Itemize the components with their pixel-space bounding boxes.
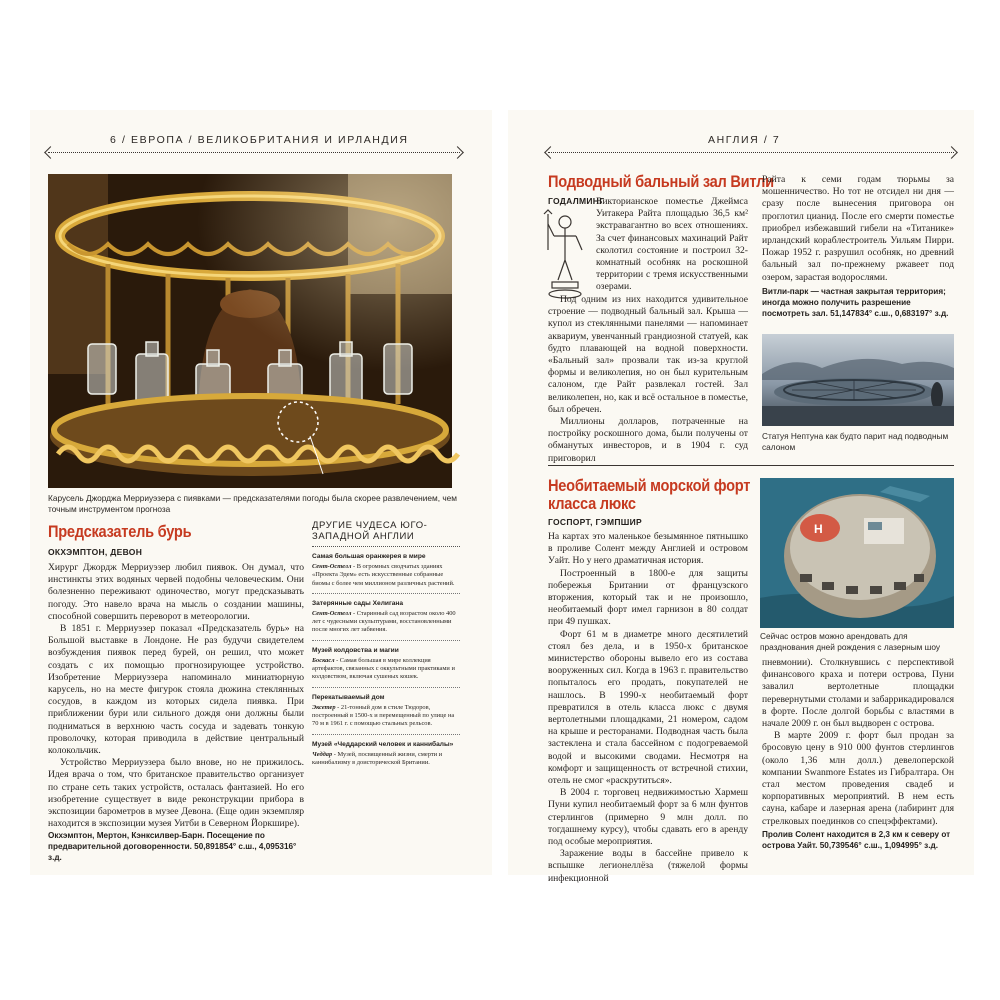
article-location-gosport: ГОСПОРТ, ГЭМПШИР bbox=[548, 517, 642, 527]
witley-body-col1 bbox=[596, 196, 748, 294]
photo-light-glare bbox=[48, 174, 452, 488]
carousel-photo-caption: Карусель Джорджа Мерриуэзера с пиявками — предсказателями погоды была скорее развлечением, чем точным инструментом прогноза bbox=[48, 493, 457, 514]
left-header-rule bbox=[48, 152, 460, 153]
fort-paragraph-2: Построенный в 1800-е для защиты побережья Британии от французского вторжения, который так и не произошло, необитаемый форт имел гарнизон в 80 солдат при 49 пушках. bbox=[548, 567, 748, 628]
sidebar-item-place: Сент-Остелл bbox=[312, 563, 352, 570]
article-title-fort-line1: Необитаемый морской форт bbox=[548, 476, 751, 495]
fort-col2-paragraph-1: пневмонии). Столкнувшись с перспективой финансового краха и потери острова, Пуни завалил вертолетные площадки перевернутыми столами и забаррикадировался в форте. После долгой борьбы с властями в начале 2009 г. он был выдворен с острова. bbox=[762, 657, 954, 730]
witley-body-col2 bbox=[762, 174, 954, 319]
sidebar-item-text: - В огромных сводчатых зданиях «Проекта Эдем» есть искусственные собранные биомы с более чем миллионом различных растений. bbox=[312, 563, 455, 587]
sidebar-item-place: Чеддар bbox=[312, 750, 333, 758]
svg-text:H: H bbox=[814, 522, 823, 536]
fort-body-col1 bbox=[548, 531, 748, 885]
witley-paragraph-1: Викторианское поместье Джеймса Уитакера Райта площадью 36,5 км² экстравагантно во всех отношениях. За счет финансовых махинаций Райт сколотил состояние и построил 32-комнатный особняк на роскошной территории с тремя искусственными озерами. bbox=[596, 196, 748, 293]
sidebar-item-text: - 21-тонный дом в стиле Тюдоров, построенный в 1500-х и перемещенный по улице на 70 м в 1961 г. с помощью стальных рельсов. bbox=[312, 703, 455, 728]
article-title-witley-ballroom: Подводный бальный зал Витли bbox=[548, 172, 774, 191]
fort-col2-paragraph-2: В марте 2009 г. форт был продан за бросовую цену в 910 000 фунтов стерлингов (около 1,36 млн долл.) девелоперской компании Swanmore Estates из Гибралтара. Он стал местом проведения свадеб и корпоративных мероприятий. В нем есть сауна, кабаре и лазерная арена (лабиринт для стрелковых поединков со спецэффектами). bbox=[762, 730, 954, 827]
sidebar-item-place: Боскасл bbox=[312, 656, 335, 664]
fort-paragraph-5: Заражение воды в бассейне привело к вспышке легионеллёза (тяжелой формы инфекционной bbox=[548, 848, 748, 884]
right-running-header: АНГЛИЯ / 7 bbox=[708, 134, 781, 146]
article-title-storm-predictor: Предсказатель бурь bbox=[48, 522, 192, 541]
article-title-fort-line2: класса люкс bbox=[548, 494, 636, 513]
sidebar-item bbox=[312, 547, 460, 594]
witley-info: Витли-парк — частная закрытая территория; иногда можно получить разрешение посмотреть зал. 51,147834° с.ш., 0,683197° з.д. bbox=[762, 286, 949, 318]
sidebar-item-heading: Музей «Чеддарский человек и каннибалы» bbox=[312, 740, 454, 748]
sidebar-item-place: Сент-Остелл bbox=[312, 609, 352, 617]
sidebar-item-text: - Музей, посвященный жизни, смерти и каннибализму в доисторической Британии. bbox=[312, 750, 443, 766]
sea-fort-aerial-photo bbox=[760, 478, 954, 628]
sidebar-item-text: - Самая большая в мире коллекция артефактов, связанных с оккультными практиками и колдовством, включая сушеных кошек. bbox=[312, 656, 455, 681]
article-location-okehampton: ОКХЭМПТОН, ДЕВОН bbox=[48, 547, 143, 557]
sidebar-title: ДРУГИЕ ЧУДЕСА ЮГО-ЗАПАДНОЙ АНГЛИИ bbox=[312, 520, 460, 547]
sidebar-item-heading: Самая большая оранжерея в мире bbox=[312, 553, 426, 560]
sidebar-item bbox=[312, 641, 460, 688]
sidebar-item bbox=[312, 735, 460, 773]
storm-paragraph-2: В 1851 г. Мерриуэзер показал «Предсказатель бурь» на Большой выставке в Лондоне. Не раз будучи свидетелем возбуждения пиявок перед бурей, он решил, что может создать с их помощью прогнозирующее устройство. Изобретение Мерриуэзера напоминало миниатюрную карусель, но на месте фигурок стояла дюжина стеклянных сосудов, в каждом из которых сидела пиявка. При приближении бури или сильного дождя они должны были подниматься в верхнюю часть сосуда и задевать тонкую проволочку, которая приводила в действие центральный колокольчик. bbox=[48, 623, 304, 757]
fort-paragraph-3: Форт 61 м в диаметре много десятилетий стоял без дела, и в 1950-х британское министерство обороны вывело его из состава вооруженных сил. Когда в 1963 г. правительство попыталось его продать, покупателей не нашлось. В 1990-х необитаемый форт превратился в отель класса люкс с двумя вертолетными площадками, 21 номером, садом на крыше и ресторанами. Подводная часть была застеклена и стала бассейном с подогреваемой водой и высокими сводами. Несмотря на комфорт и защищенность от встречной стихии, отель не смог «раскрутиться». bbox=[548, 628, 748, 787]
neptune-statue-icon bbox=[540, 210, 590, 302]
storm-predictor-body bbox=[48, 562, 304, 863]
sidebar-other-wonders bbox=[312, 520, 460, 772]
fort-paragraph-4: В 2004 г. торговец недвижимостью Хармеш Пуни купил необитаемый форт за 6 млн фунтов стерлингов (примерно 9 млн долл. по тогдашнему курсу), чтобы сдавать его в аренду под особые мероприятия. bbox=[548, 787, 748, 848]
storm-paragraph-3: Устройство Мерриуэзера было вновe, но не прижилось. Идея врача о том, что британское правительство организует по стране сеть таких устройств, осталась фантазией. Но его изобретение существует в виде реконструкции прибора в экспозиции барометров в музее Девона. (Еще один экземпляр находится в экспозиции музея Уитби в Северном Йоркшире). bbox=[48, 757, 304, 830]
neptune-photo-caption: Статуя Нептуна как будто парит над подводным салоном bbox=[762, 431, 949, 452]
right-page bbox=[508, 110, 974, 884]
lake-illustration bbox=[762, 334, 954, 426]
fort-info: Пролив Солент находится в 2,3 км к северу от острова Уайт. 50,739546° с.ш., 1,094995° з.д. bbox=[762, 829, 951, 850]
right-header-rule bbox=[548, 152, 954, 153]
witley-paragraph-3: Миллионы долларов, потраченные на постройку роскошного дома, были получены от обманутых инвесторов, и в 1904 г. суд приговорил bbox=[548, 416, 748, 464]
fort-body-col2 bbox=[762, 657, 954, 851]
storm-paragraph-1: Хирург Джордж Мерриуэзер любил пиявок. Он думал, что инстинкты этих водяных червей подобны человеческим. Они болезненно переживают одиночество, могут предсказывать погоду. Это навело врача на мысль о создании машины, способной совершить переворот в метеорологии. bbox=[48, 562, 304, 622]
sidebar-item bbox=[312, 594, 460, 641]
sidebar-item-heading: Перекатываемый дом bbox=[312, 693, 385, 701]
article-location-godalming: ГОДАЛМИНГ bbox=[548, 196, 605, 206]
neptune-statue-lake-photo bbox=[762, 334, 954, 426]
storm-predictor-info: Окхэмптон, Мертон, Кэнксилвер-Барн. Посещение по предварительной договоренности. 50,891854° с.ш., 4,095316° з.д. bbox=[48, 831, 297, 863]
sidebar-item-heading: Музей колдовства и магии bbox=[312, 646, 399, 654]
witley-body-col1-continued bbox=[548, 294, 748, 465]
sidebar-item-heading: Затерянные сады Хелигана bbox=[312, 599, 404, 607]
sidebar-item-text: - Старинный сад возрастом около 400 лет с чудесными скульптурами, восстановленными после многих лет забвения. bbox=[312, 609, 456, 634]
fort-paragraph-1: На картах это маленькое безымянное пятнышко в проливе Солент между Англией и островом Уайт. Но у него драматичная история. bbox=[548, 531, 748, 567]
witley-paragraph-2: Под одним из них находится удивительное строение — подводный бальный зал. Крыша — купол из стеклянными панелями — напоминает аквариум, увенчанный грандиозной статуей, как будто плавающей на водной поверхности. «Бальный зал» прозвали так из-за круглой формы и великолепия, но он был курительным салоном, где Райт развлекал гостей. Зал великолепен, но, как и всё остальное в поместье, был обречен. bbox=[548, 294, 748, 415]
fort-photo-caption: Сейчас остров можно арендовать для празднования дней рождения с лазерным шоу bbox=[760, 631, 940, 652]
sidebar-item bbox=[312, 688, 460, 735]
leech-carousel-photo bbox=[48, 174, 452, 488]
left-running-header: 6 / ЕВРОПА / ВЕЛИКОБРИТАНИЯ И ИРЛАНДИЯ bbox=[110, 134, 409, 146]
left-page bbox=[30, 110, 492, 875]
article-divider bbox=[548, 465, 954, 466]
fort-illustration bbox=[760, 478, 954, 628]
sidebar-item-place: Эксетер bbox=[312, 703, 336, 711]
witley-col2-text: Райта к семи годам тюрьмы за мошенничество. Но тот не отсидел ни дня — сразу после вынесения приговора он проглотил цианид. После его смерти поместье приобрел избежавший гибели на «Титанике» ирландский кораблестроитель Уильям Пирри. Пожар 1952 г. разрушил особняк, но древний бальный зал по-прежнему ржавеет под озером, зарастая водорослями. bbox=[762, 174, 954, 283]
